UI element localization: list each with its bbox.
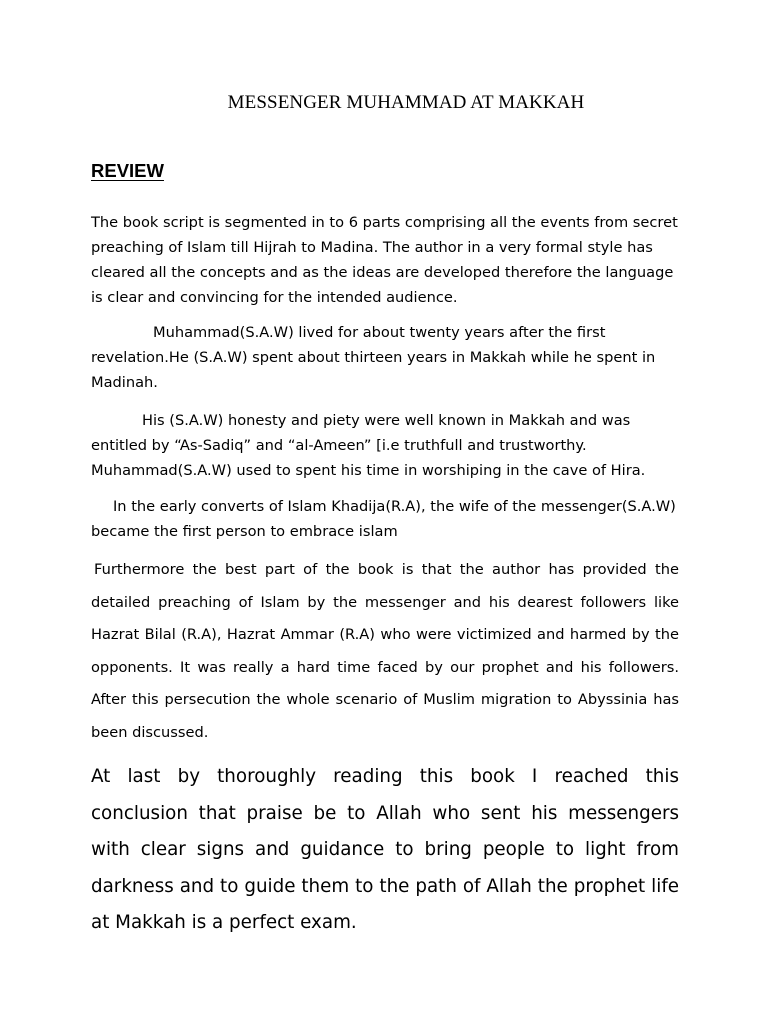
paragraph-text: In the early converts of Islam Khadija(R.A), the wife of the messenger(S.A.W) became the first person to embrace islam: [91, 498, 676, 540]
section-heading-review: REVIEW: [91, 160, 164, 181]
paragraph-text: Muhammad(S.A.W) lived for about twenty years after the first revelation.He (S.A.W) spent about thirteen years in Makkah while he spent in Madinah.: [91, 324, 656, 391]
paragraph-text: The book script is segmented in to 6 parts comprising all the events from secret preaching of Islam till Hijrah to Madina. The author in a very formal style has cleared all the concepts and as the ideas are developed therefore the language is clear and convincing for the intended audience.: [91, 214, 678, 306]
paragraph-text: His (S.A.W) honesty and piety were well known in Makkah and was entitled by “As-Sadiq” and “al-Ameen” [i.e truthfull and trustworthy. Muhammad(S.A.W) used to spent his time in worshiping in the cave of Hira.: [91, 412, 646, 479]
paragraph-text: At last by thoroughly reading this book I reached this conclusion that praise be to Allah who sent his messengers with clear signs and guidance to bring people to light from darkness and to guide them to the path of Allah the prophet life at Makkah is a perfect exam.: [91, 766, 679, 934]
paragraph-conclusion: [91, 759, 679, 942]
document-title: MESSENGER MUHAMMAD AT MAKKAH: [227, 92, 585, 113]
paragraph-early-converts: [91, 494, 679, 544]
paragraph-honesty-and-piety: [91, 408, 679, 483]
paragraph-text: Furthermore the best part of the book is that the author has provided the detailed preaching of Islam by the messenger and his dearest followers like Hazrat Bilal (R.A), Hazrat Ammar (R.A) who were victimized and harmed by the opponents. It was really a hard time faced by our prophet and his followers. After this persecution the whole scenario of Muslim migration to Abyssinia has been discussed.: [91, 561, 679, 741]
paragraph-years-after-revelation: [91, 320, 679, 395]
paragraph-book-structure: [91, 210, 679, 310]
paragraph-preaching-and-persecution: [91, 554, 679, 750]
